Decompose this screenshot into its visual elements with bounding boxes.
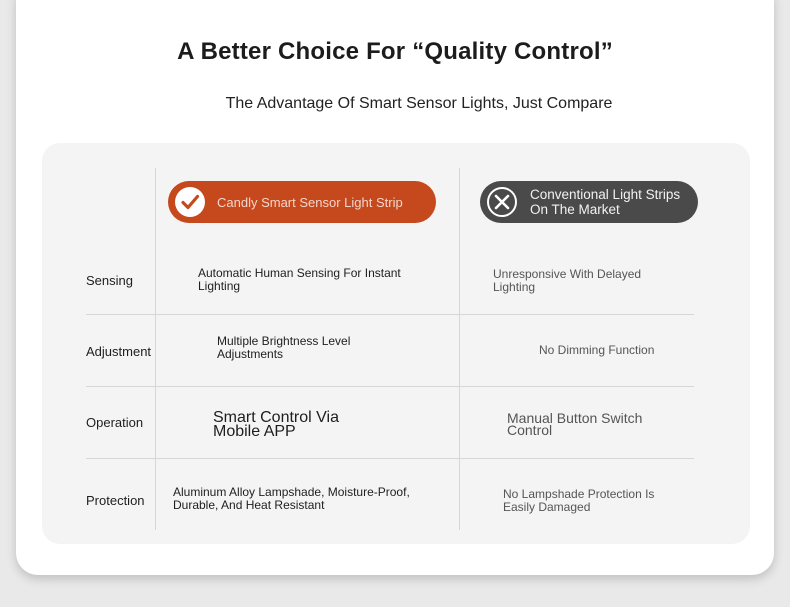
row-label-protection: Protection [86, 493, 145, 508]
column-header-theirs-line1: Conventional Light Strips [530, 187, 681, 202]
cell-text: No Dimming Function [539, 343, 655, 357]
page-title: A Better Choice For “Quality Control” [177, 38, 613, 65]
x-icon [487, 187, 517, 217]
cell-text: Lighting [493, 280, 536, 294]
row-divider [86, 458, 694, 459]
cell-text: Multiple Brightness Level [217, 334, 351, 348]
cell-ours-operation [213, 411, 339, 439]
cell-theirs-adjustment [539, 344, 654, 357]
cell-text: Unresponsive With Delayed [493, 267, 642, 281]
cell-text: Lighting [198, 279, 241, 293]
cell-ours-protection [173, 486, 410, 512]
column-divider [155, 168, 156, 530]
checkmark-icon [175, 187, 205, 217]
column-divider [459, 168, 460, 530]
page-subtitle: The Advantage Of Smart Sensor Lights, Just Compare [225, 95, 613, 112]
row-label-operation: Operation [86, 415, 144, 430]
cell-text: Smart Control Via [213, 409, 339, 426]
row-divider [86, 386, 694, 387]
cell-text: No Lampshade Protection Is [503, 487, 655, 501]
row-label-adjustment: Adjustment [86, 344, 152, 359]
cell-text: Mobile APP [213, 423, 296, 440]
cell-theirs-operation [507, 412, 642, 436]
cell-text: Automatic Human Sensing For Instant [198, 266, 401, 280]
cell-theirs-protection [503, 488, 654, 514]
cell-ours-adjustment [217, 335, 350, 361]
column-header-ours [168, 181, 436, 223]
cell-text: Durable, And Heat Resistant [173, 498, 325, 512]
cell-ours-sensing [198, 267, 401, 293]
row-label-sensing: Sensing [86, 273, 133, 288]
column-header-theirs [480, 181, 698, 223]
column-header-theirs-label [530, 187, 680, 217]
cell-text: Adjustments [217, 347, 284, 361]
comparison-table [42, 143, 750, 544]
cell-text: Manual Button Switch [507, 410, 643, 426]
cell-text: Control [507, 422, 553, 438]
column-header-ours-label: Candly Smart Sensor Light Strip [217, 194, 403, 210]
cell-text: Aluminum Alloy Lampshade, Moisture-Proof, [173, 485, 410, 499]
column-header-theirs-line2: On The Market [530, 202, 620, 217]
row-divider [86, 314, 694, 315]
cell-text: Easily Damaged [503, 500, 591, 514]
cell-theirs-sensing [493, 268, 641, 294]
